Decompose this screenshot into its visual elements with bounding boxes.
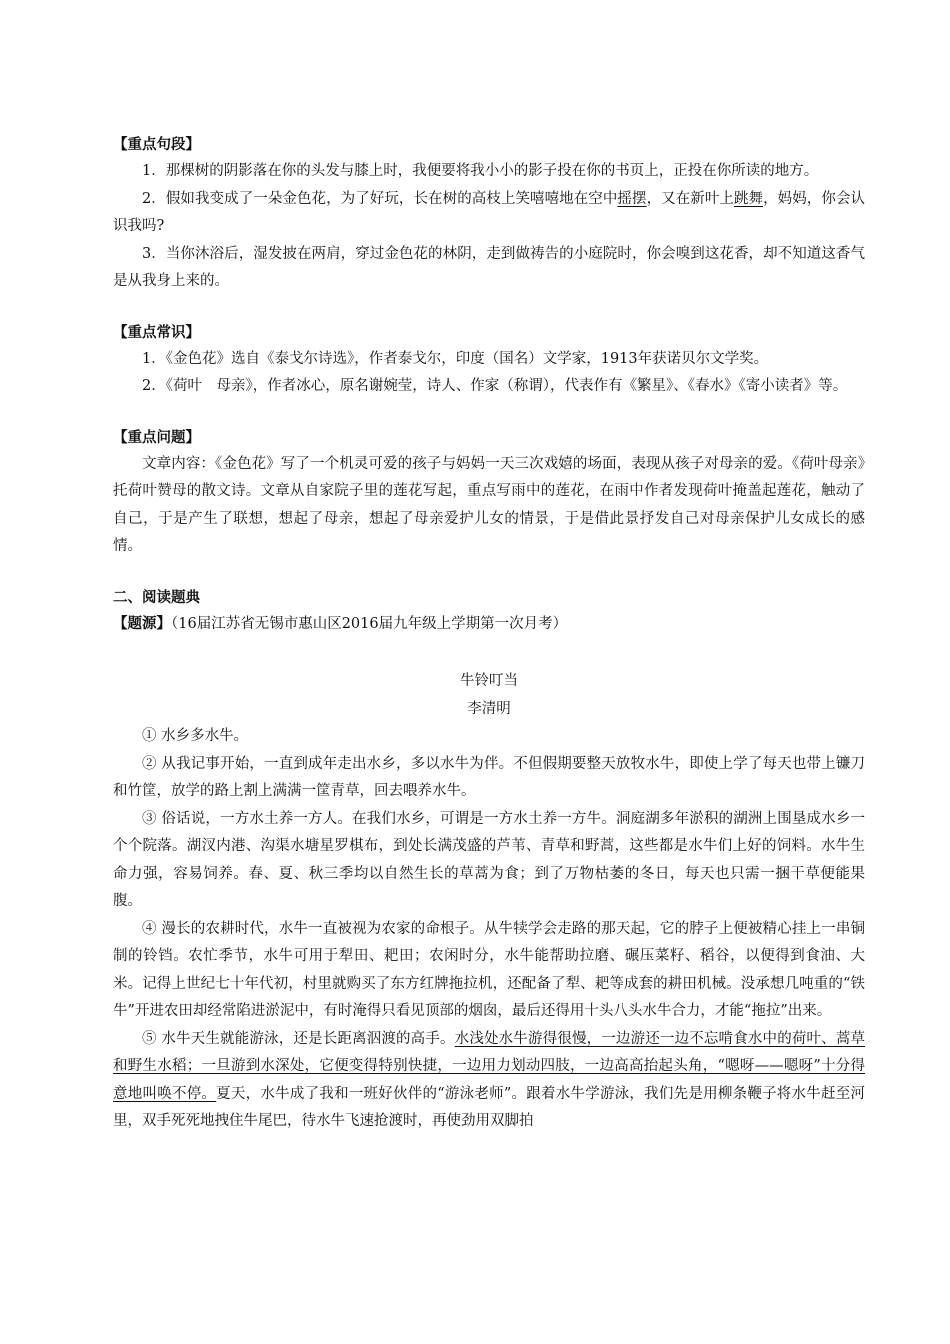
source-text: （16届江苏省无锡市惠山区2016届九年级上学期第一次月考） (171, 615, 568, 632)
question-content-paragraph: 文章内容：《金色花》写了一个机灵可爱的孩子与妈妈一天三次戏嬉的场面，表现从孩子对母亲的爱。《荷叶母亲》托荷叶赞母的散文诗。文章从自家院子里的莲花写起，重点写雨中的莲花，在雨中作者发现荷叶掩盖起莲花，触动了自己，于是产生了联想，想起了母亲，想起了母亲爱护儿女的情景，于是借此景抒发自己对母亲保护儿女成长的感情。 (113, 455, 865, 554)
key-sentence-2-part-c: ，妈妈，你会认识我吗? (113, 190, 866, 234)
article-title: 牛铃叮当 (460, 673, 518, 689)
article-author: 李清明 (467, 700, 511, 717)
section-title-reading: 二、阅读题典 (113, 589, 200, 606)
key-sentence-3: 3．当你沐浴后，湿发披在两肩，穿过金色花的林阴，走到做祷告的小庭院时，你会嗅到这花香，却不知道这香气是从我身上来的。 (113, 245, 865, 289)
key-sentence-2-part-a: 2．假如我变成了一朵金色花，为了好玩，长在树的高枝上笑嘻嘻地在空中 (142, 190, 618, 207)
article-paragraph-5-part-b: 夏天，水牛成了我和一班好伙伴的“游泳老师”。跟着水牛学游泳，我们先是用柳条鞭子将水牛赶至河里，双手死死地拽住牛尾巴，待水牛飞速抢渡时，再使劲用双脚拍 (113, 1085, 865, 1129)
key-sentence-2-part-b: ，又在新叶上 (646, 190, 734, 207)
article-paragraph-1: ① 水乡多水牛。 (142, 728, 249, 744)
underlined-word-tiaowu: 跳舞 (733, 190, 764, 207)
article-paragraph-2: ② 从我记事开始，一直到成年走出水乡，多以水牛为伴。不但假期要整天放牧水牛，即使上学了每天也带上镰刀和竹筐，放学的路上割上满满一筐青草，回去喂养水牛。 (113, 755, 865, 799)
source-label: 【题源】 (113, 615, 171, 632)
document-page (113, 132, 865, 1136)
knowledge-item-2: 2．《荷叶 母亲》，作者冰心，原名谢婉莹，诗人、作家（称谓），代表作有《繁星》、《春水》《寄小读者》等。 (142, 378, 848, 394)
key-sentence-1: 1．那棵树的阴影落在你的头发与膝上时，我便要将我小小的影子投在你的书页上，正投在你所读的地方。 (142, 163, 819, 179)
underlined-passage: 水浅处水牛游得很慢，一边游还一边不忘啃食水中的荷叶、蒿草和野生水稻；一旦游到水深处，它便变得特别快捷，一边用力划动四肢，一边高高抬起头角，“嗯呀——嗯呀”十分得意地叫唤不停。 (113, 1030, 866, 1102)
article-paragraph-4: ④ 漫长的农耕时代，水牛一直被视为农家的命根子。从牛犊学会走路的那天起，它的脖子上便被精心挂上一串铜制的铃铛。农忙季节，水牛可用于犁田、耙田；农闲时分，水牛能帮助拉磨、碾压菜籽、稻谷，以便得到食油、大米。记得上世纪七十年代初，村里就购买了东方红牌拖拉机，还配备了犁、耙等成套的耕田机械。没承想几吨重的“铁牛”开进农田却经常陷进淤泥中，有时淹得只看见顶部的烟囱，最后还得用十头八头水牛合力，才能“拖拉”出来。 (113, 920, 865, 1019)
underlined-word-yaobai: 摇摆 (617, 190, 647, 207)
section-title-key-questions: 【重点问题】 (113, 429, 200, 446)
section-title-key-sentences: 【重点句段】 (113, 137, 200, 153)
key-sentence-2 (113, 186, 865, 241)
article-paragraph-5 (113, 1026, 865, 1136)
section-title-key-knowledge: 【重点常识】 (113, 324, 200, 341)
knowledge-item-1: 1．《金色花》选自《泰戈尔诗选》，作者泰戈尔，印度（国名）文学家，1913年获诺贝尔文学奖。 (142, 350, 769, 367)
article-paragraph-3: ③ 俗话说，一方水土养一方人。在我们水乡，可谓是一方水土养一方牛。洞庭湖多年淤积的湖洲上围垦成水乡一个个院落。湖汊内港、沟渠水塘星罗棋布，到处长满茂盛的芦苇、青草和野蒿，这些都是水牛们上好的饲料。水牛生命力强，容易饲养。春、夏、秋三季均以自然生长的草蒿为食；到了万物枯萎的冬日，每天也只需一捆干草便能果腹。 (113, 810, 865, 909)
article-paragraph-5-part-a: ⑤ 水牛天生就能游泳，还是长距离泅渡的高手。 (142, 1030, 455, 1047)
question-source (113, 611, 865, 639)
